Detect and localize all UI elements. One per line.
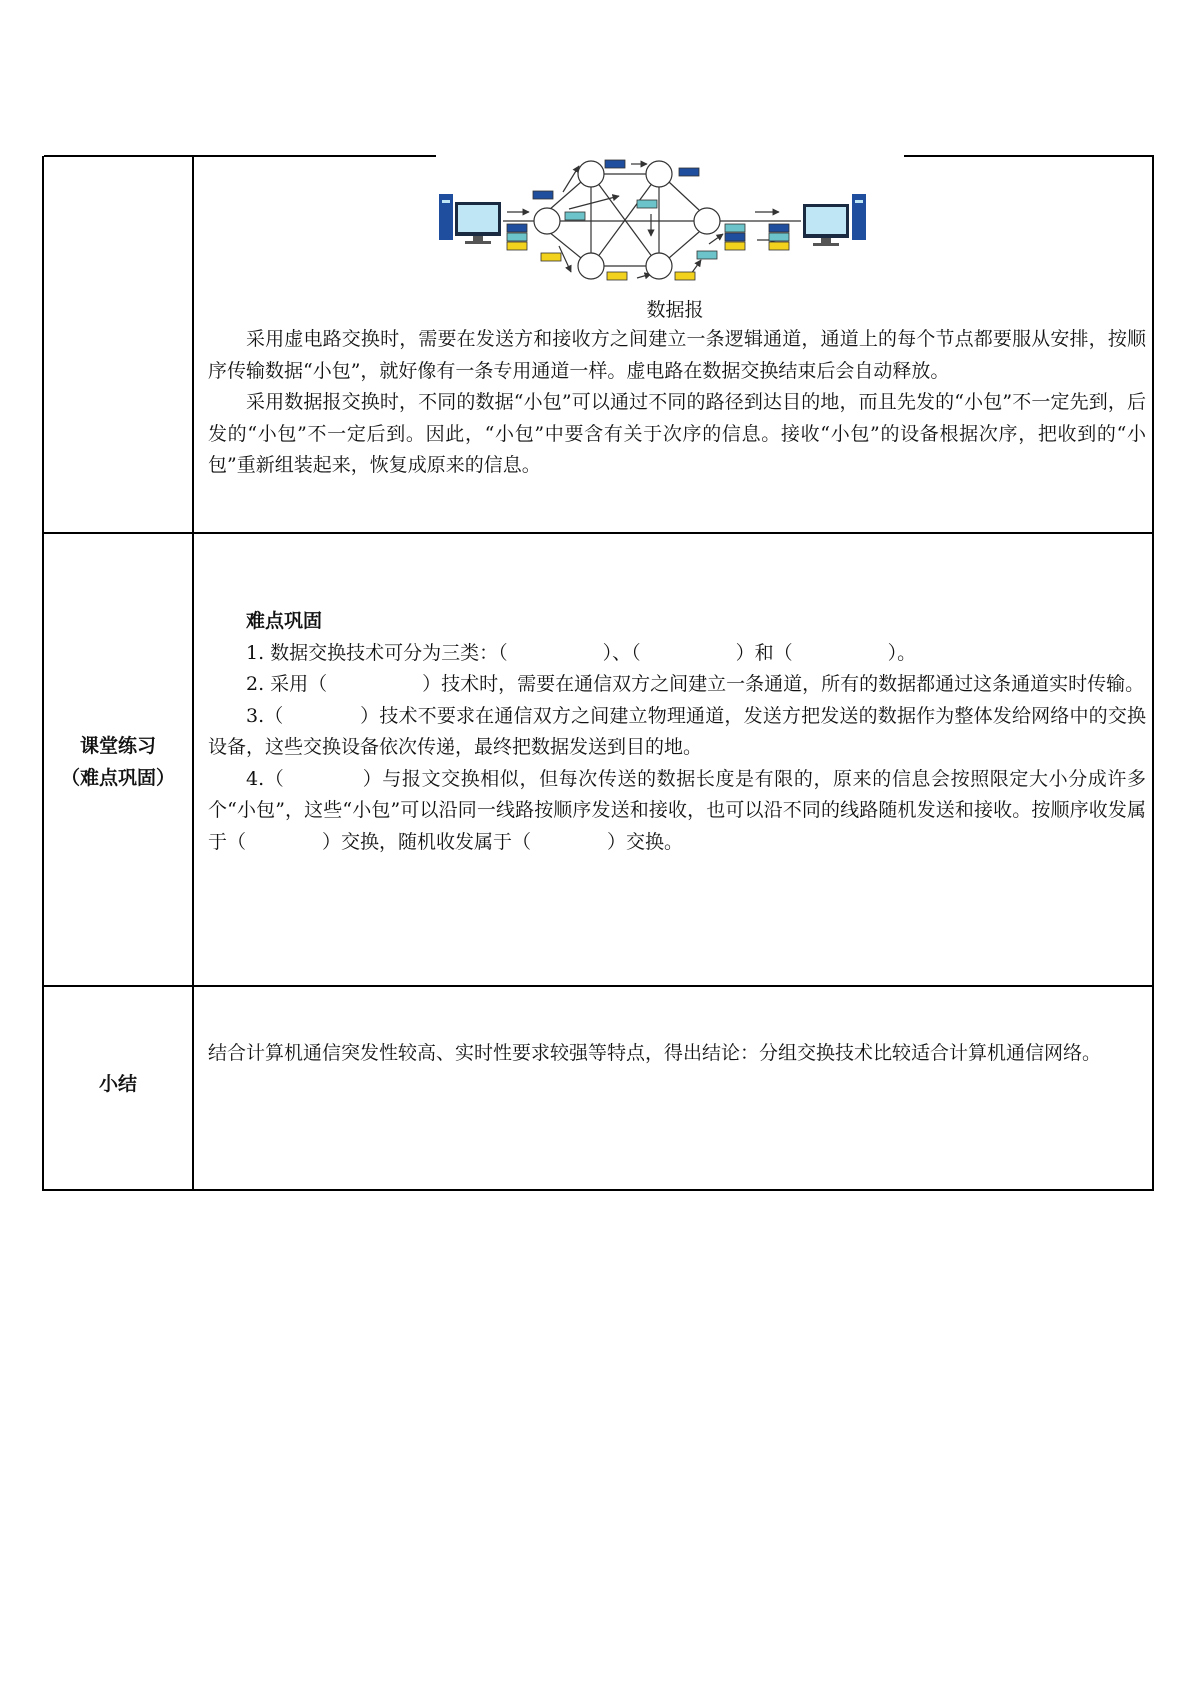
practice-heading: 难点巩固 xyxy=(246,610,323,632)
table-top-border-left xyxy=(44,155,436,157)
question-1: 1. 数据交换技术可分为三类：（ ）、（ ）和（ ）。 xyxy=(246,641,917,664)
lesson-table xyxy=(42,156,1154,1191)
practice-label-line2: （难点巩固） xyxy=(60,767,175,789)
summary-label: 小结 xyxy=(98,1073,137,1095)
summary-text: 结合计算机通信突发性较高、实时性要求较强等特点，得出结论：分组交换技术比较适合计算机通信网络。 xyxy=(208,1042,1102,1064)
paragraph-datagram: 采用数据报交换时，不同的数据“小包”可以通过不同的路径到达目的地，而且先发的“小包”不一定先到，后发的“小包”不一定后到。因此，“小包”中要含有关于次序的信息。接收“小包”的设备根据次序，把收到的“小包”重新组装起来，恢复成原来的信息。 xyxy=(208,391,1146,476)
question-2: 2. 采用（ ）技术时，需要在通信双方之间建立一条通道，所有的数据都通过这条通道实时传输。 xyxy=(246,673,1145,695)
practice-label-line1: 课堂练习 xyxy=(79,735,156,757)
row1-text xyxy=(208,324,1146,482)
switch-nodes xyxy=(534,161,720,279)
row-divider-1 xyxy=(44,532,1152,534)
datagram-network-diagram xyxy=(439,154,899,294)
practice-label xyxy=(44,730,192,794)
receiver-computer-icon xyxy=(803,194,866,246)
question-4: 4.（ ）与报文交换相似，但每次传送的数据长度是有限的，原来的信息会按照限定大小分成许多个“小包”，这些“小包”可以沿同一线路按顺序发送和接收，也可以沿不同的线路随机发送和接收。按顺序收发属于（ ）交换，随机收发属于（ ）交换。 xyxy=(208,767,1146,853)
paragraph-virtual-circuit: 采用虚电路交换时，需要在发送方和接收方之间建立一条逻辑通道，通道上的每个节点都要服从安排，按顺序传输数据“小包”，就好像有一条专用通道一样。虚电路在数据交换结束后会自动释放。 xyxy=(208,328,1146,382)
summary-content xyxy=(208,1038,1146,1070)
table-top-border-right xyxy=(904,155,1154,157)
sender-computer-icon xyxy=(439,194,501,244)
figure-caption: 数据报 xyxy=(646,299,704,321)
practice-content xyxy=(208,606,1146,858)
question-3: 3.（ ）技术不要求在通信双方之间建立物理通道，发送方把发送的数据作为整体发给网络中的交换设备，这些交换设备依次传递，最终把数据发送到目的地。 xyxy=(208,704,1146,758)
row-divider-2 xyxy=(44,985,1152,987)
